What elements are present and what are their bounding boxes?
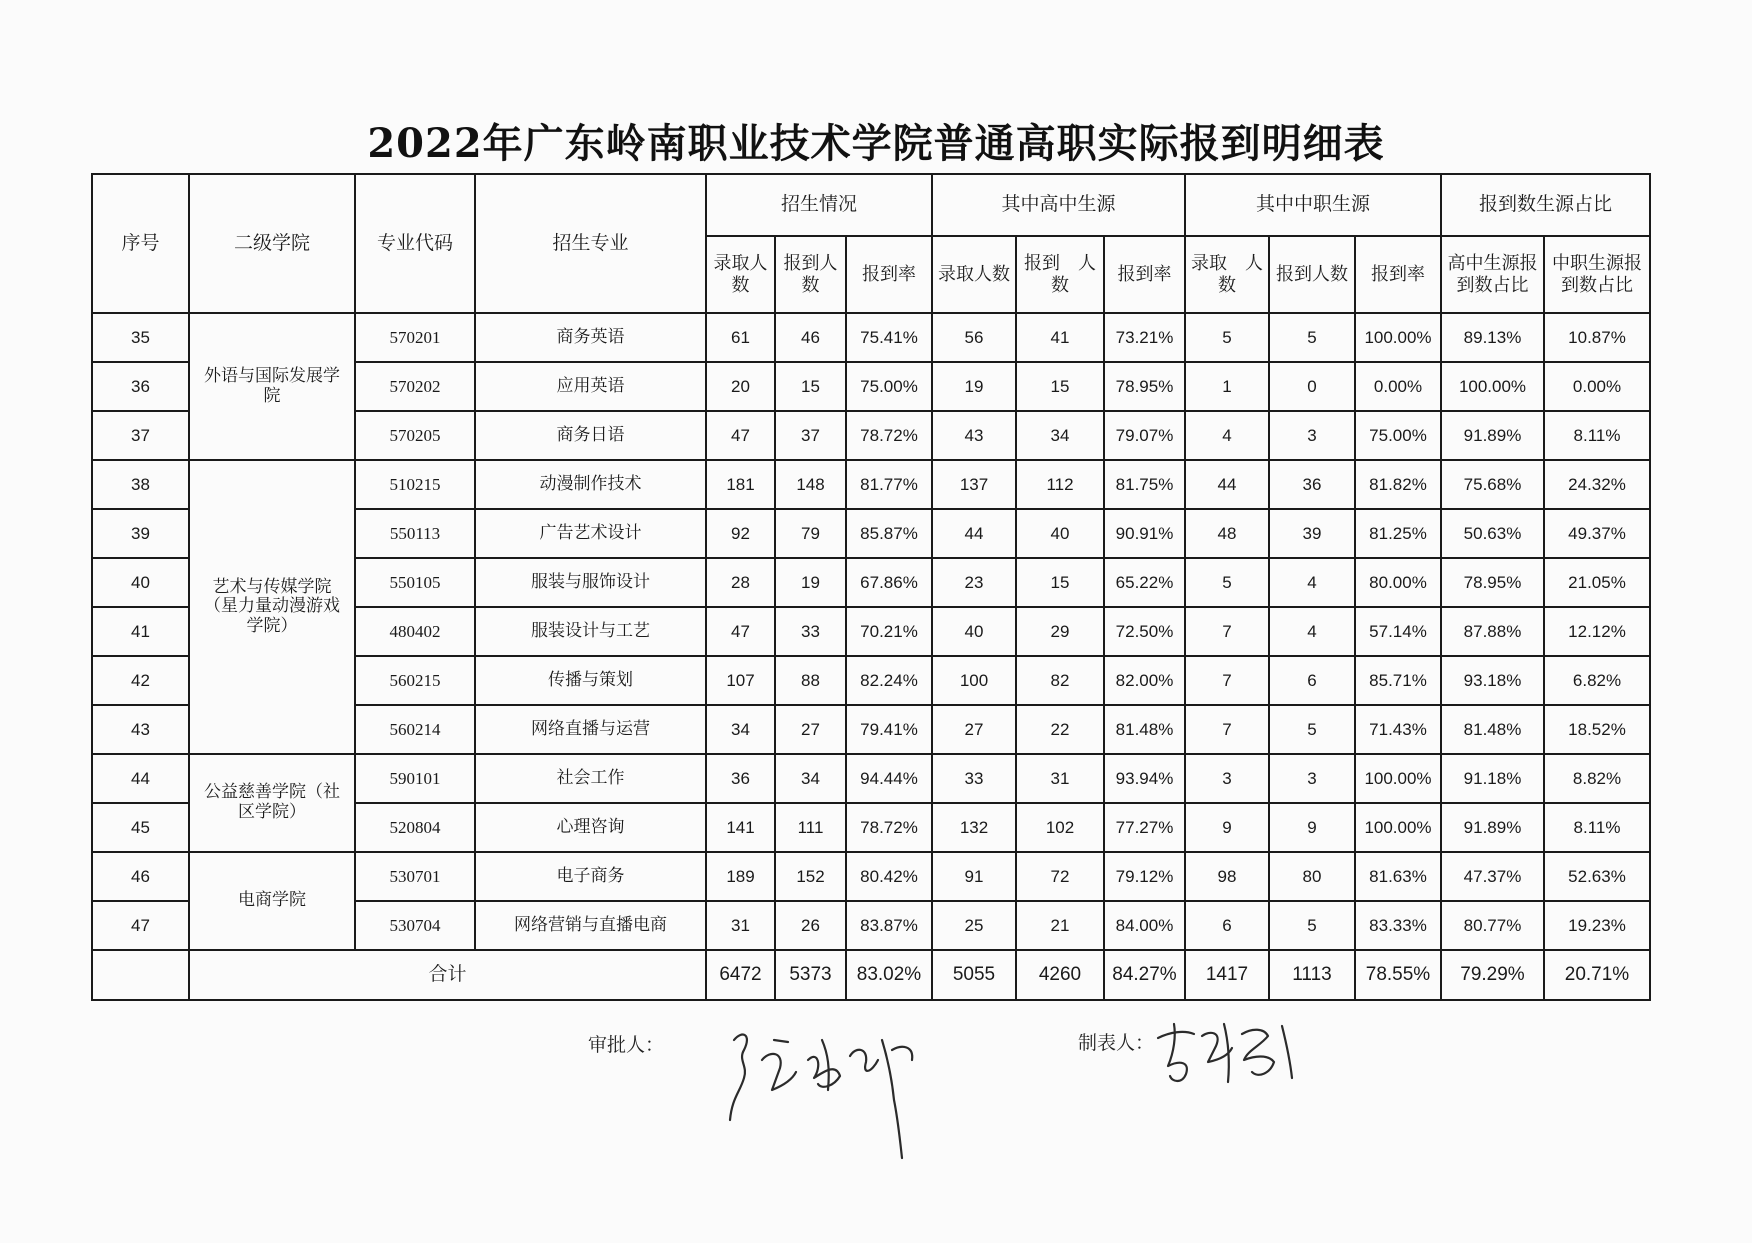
header-v-admit: 录取 人数 xyxy=(1185,236,1269,313)
cell-h-report: 112 xyxy=(1016,460,1104,509)
cell-r-high: 81.48% xyxy=(1441,705,1544,754)
cell-code: 570205 xyxy=(355,411,475,460)
cell-r-high: 89.13% xyxy=(1441,313,1544,362)
cell-h-report: 102 xyxy=(1016,803,1104,852)
cell-r-voc: 8.11% xyxy=(1544,803,1650,852)
cell-major: 广告艺术设计 xyxy=(475,509,706,558)
cell-v-rate: 75.00% xyxy=(1355,411,1441,460)
cell-college: 公益慈善学院（社区学院） xyxy=(189,754,355,852)
cell-e-report: 33 xyxy=(775,607,846,656)
cell-v-admit: 5 xyxy=(1185,558,1269,607)
total-e-report: 5373 xyxy=(775,950,846,1000)
cell-h-rate: 73.21% xyxy=(1104,313,1185,362)
header-v-report: 报到人数 xyxy=(1269,236,1355,313)
cell-v-report: 5 xyxy=(1269,901,1355,950)
cell-major: 电子商务 xyxy=(475,852,706,901)
cell-h-rate: 93.94% xyxy=(1104,754,1185,803)
cell-r-high: 93.18% xyxy=(1441,656,1544,705)
total-v-report: 1113 xyxy=(1269,950,1355,1000)
cell-major: 应用英语 xyxy=(475,362,706,411)
cell-v-rate: 81.25% xyxy=(1355,509,1441,558)
cell-seq: 35 xyxy=(92,313,189,362)
cell-e-rate: 75.00% xyxy=(846,362,932,411)
cell-h-admit: 40 xyxy=(932,607,1016,656)
cell-v-admit: 7 xyxy=(1185,607,1269,656)
cell-e-rate: 81.77% xyxy=(846,460,932,509)
cell-code: 550113 xyxy=(355,509,475,558)
cell-v-rate: 81.63% xyxy=(1355,852,1441,901)
cell-v-rate: 100.00% xyxy=(1355,803,1441,852)
cell-r-voc: 0.00% xyxy=(1544,362,1650,411)
cell-h-admit: 100 xyxy=(932,656,1016,705)
cell-seq: 36 xyxy=(92,362,189,411)
cell-seq: 43 xyxy=(92,705,189,754)
cell-major: 网络营销与直播电商 xyxy=(475,901,706,950)
total-e-admit: 6472 xyxy=(706,950,775,1000)
header-group-ratio: 报到数生源占比 xyxy=(1441,174,1650,236)
cell-e-admit: 28 xyxy=(706,558,775,607)
cell-v-admit: 6 xyxy=(1185,901,1269,950)
cell-r-voc: 10.87% xyxy=(1544,313,1650,362)
cell-code: 510215 xyxy=(355,460,475,509)
cell-seq: 41 xyxy=(92,607,189,656)
cell-h-rate: 65.22% xyxy=(1104,558,1185,607)
cell-code: 530704 xyxy=(355,901,475,950)
cell-e-report: 111 xyxy=(775,803,846,852)
cell-h-rate: 84.00% xyxy=(1104,901,1185,950)
cell-r-high: 100.00% xyxy=(1441,362,1544,411)
cell-e-admit: 34 xyxy=(706,705,775,754)
cell-h-report: 31 xyxy=(1016,754,1104,803)
cell-v-rate: 57.14% xyxy=(1355,607,1441,656)
cell-e-admit: 181 xyxy=(706,460,775,509)
cell-v-report: 4 xyxy=(1269,558,1355,607)
cell-r-high: 47.37% xyxy=(1441,852,1544,901)
cell-college: 电商学院 xyxy=(189,852,355,950)
cell-e-rate: 82.24% xyxy=(846,656,932,705)
cell-code: 570202 xyxy=(355,362,475,411)
cell-seq: 39 xyxy=(92,509,189,558)
cell-h-report: 82 xyxy=(1016,656,1104,705)
cell-e-rate: 70.21% xyxy=(846,607,932,656)
cell-e-admit: 36 xyxy=(706,754,775,803)
header-h-rate: 报到率 xyxy=(1104,236,1185,313)
header-h-report: 报到 人数 xyxy=(1016,236,1104,313)
cell-code: 520804 xyxy=(355,803,475,852)
cell-seq: 38 xyxy=(92,460,189,509)
cell-h-report: 15 xyxy=(1016,362,1104,411)
cell-h-report: 15 xyxy=(1016,558,1104,607)
cell-e-report: 34 xyxy=(775,754,846,803)
cell-h-rate: 82.00% xyxy=(1104,656,1185,705)
cell-r-voc: 6.82% xyxy=(1544,656,1650,705)
cell-h-rate: 79.07% xyxy=(1104,411,1185,460)
cell-seq: 45 xyxy=(92,803,189,852)
cell-v-rate: 85.71% xyxy=(1355,656,1441,705)
cell-seq: 44 xyxy=(92,754,189,803)
cell-h-admit: 44 xyxy=(932,509,1016,558)
cell-e-report: 27 xyxy=(775,705,846,754)
cell-e-admit: 47 xyxy=(706,411,775,460)
cell-h-admit: 27 xyxy=(932,705,1016,754)
cell-v-report: 5 xyxy=(1269,313,1355,362)
cell-e-report: 46 xyxy=(775,313,846,362)
cell-e-admit: 92 xyxy=(706,509,775,558)
total-h-report: 4260 xyxy=(1016,950,1104,1000)
cell-v-admit: 7 xyxy=(1185,656,1269,705)
approver-label: 审批人： xyxy=(588,1034,665,1056)
cell-code: 530701 xyxy=(355,852,475,901)
cell-e-report: 37 xyxy=(775,411,846,460)
total-r-high: 79.29% xyxy=(1441,950,1544,1000)
total-blank-cell xyxy=(92,950,189,1000)
cell-h-report: 22 xyxy=(1016,705,1104,754)
cell-v-admit: 4 xyxy=(1185,411,1269,460)
cell-v-report: 5 xyxy=(1269,705,1355,754)
cell-v-admit: 44 xyxy=(1185,460,1269,509)
total-label: 合计 xyxy=(189,950,706,1000)
cell-seq: 40 xyxy=(92,558,189,607)
total-e-rate: 83.02% xyxy=(846,950,932,1000)
cell-r-voc: 21.05% xyxy=(1544,558,1650,607)
document-title: 2022年广东岭南职业技术学院普通高职实际报到明细表 xyxy=(367,120,1385,167)
cell-r-voc: 8.11% xyxy=(1544,411,1650,460)
cell-e-admit: 141 xyxy=(706,803,775,852)
preparer-signature xyxy=(1150,1016,1305,1096)
cell-h-report: 40 xyxy=(1016,509,1104,558)
cell-v-admit: 98 xyxy=(1185,852,1269,901)
cell-h-admit: 43 xyxy=(932,411,1016,460)
cell-v-report: 3 xyxy=(1269,411,1355,460)
cell-v-report: 80 xyxy=(1269,852,1355,901)
cell-r-high: 91.18% xyxy=(1441,754,1544,803)
cell-h-rate: 81.75% xyxy=(1104,460,1185,509)
header-college: 二级学院 xyxy=(189,174,355,313)
cell-e-admit: 107 xyxy=(706,656,775,705)
cell-h-admit: 25 xyxy=(932,901,1016,950)
cell-h-report: 21 xyxy=(1016,901,1104,950)
table-row xyxy=(92,313,1650,362)
cell-college: 艺术与传媒学院（星力量动漫游戏学院） xyxy=(189,460,355,754)
cell-v-admit: 7 xyxy=(1185,705,1269,754)
cell-v-report: 9 xyxy=(1269,803,1355,852)
header-e-report: 报到人数 xyxy=(775,236,846,313)
cell-h-rate: 72.50% xyxy=(1104,607,1185,656)
cell-r-high: 78.95% xyxy=(1441,558,1544,607)
cell-h-rate: 79.12% xyxy=(1104,852,1185,901)
header-major: 招生专业 xyxy=(475,174,706,313)
cell-v-report: 39 xyxy=(1269,509,1355,558)
cell-v-report: 6 xyxy=(1269,656,1355,705)
cell-h-report: 34 xyxy=(1016,411,1104,460)
cell-v-rate: 100.00% xyxy=(1355,754,1441,803)
cell-e-report: 15 xyxy=(775,362,846,411)
cell-v-admit: 3 xyxy=(1185,754,1269,803)
cell-seq: 42 xyxy=(92,656,189,705)
header-group-enroll: 招生情况 xyxy=(706,174,932,236)
cell-h-admit: 56 xyxy=(932,313,1016,362)
total-h-admit: 5055 xyxy=(932,950,1016,1000)
cell-major: 社会工作 xyxy=(475,754,706,803)
cell-v-admit: 48 xyxy=(1185,509,1269,558)
cell-e-rate: 67.86% xyxy=(846,558,932,607)
cell-seq: 37 xyxy=(92,411,189,460)
cell-h-admit: 23 xyxy=(932,558,1016,607)
cell-h-report: 41 xyxy=(1016,313,1104,362)
cell-seq: 46 xyxy=(92,852,189,901)
table-row xyxy=(92,460,1650,509)
cell-h-admit: 91 xyxy=(932,852,1016,901)
cell-r-high: 80.77% xyxy=(1441,901,1544,950)
cell-h-report: 29 xyxy=(1016,607,1104,656)
cell-r-voc: 19.23% xyxy=(1544,901,1650,950)
cell-e-report: 26 xyxy=(775,901,846,950)
cell-code: 480402 xyxy=(355,607,475,656)
header-r-high: 高中生源报到数占比 xyxy=(1441,236,1544,313)
cell-e-report: 148 xyxy=(775,460,846,509)
cell-e-rate: 80.42% xyxy=(846,852,932,901)
enrollment-report-table xyxy=(91,173,1651,1001)
cell-major: 动漫制作技术 xyxy=(475,460,706,509)
cell-h-admit: 19 xyxy=(932,362,1016,411)
cell-h-rate: 78.95% xyxy=(1104,362,1185,411)
table-row xyxy=(92,852,1650,901)
preparer-label: 制表人： xyxy=(1078,1032,1155,1054)
cell-r-voc: 12.12% xyxy=(1544,607,1650,656)
cell-v-rate: 0.00% xyxy=(1355,362,1441,411)
cell-r-high: 91.89% xyxy=(1441,803,1544,852)
header-e-admit: 录取人数 xyxy=(706,236,775,313)
cell-v-admit: 1 xyxy=(1185,362,1269,411)
header-v-rate: 报到率 xyxy=(1355,236,1441,313)
cell-e-rate: 85.87% xyxy=(846,509,932,558)
cell-major: 商务日语 xyxy=(475,411,706,460)
total-v-admit: 1417 xyxy=(1185,950,1269,1000)
cell-e-admit: 189 xyxy=(706,852,775,901)
cell-r-high: 87.88% xyxy=(1441,607,1544,656)
cell-major: 网络直播与运营 xyxy=(475,705,706,754)
cell-college: 外语与国际发展学院 xyxy=(189,313,355,460)
cell-e-rate: 78.72% xyxy=(846,803,932,852)
header-e-rate: 报到率 xyxy=(846,236,932,313)
cell-major: 服装与服饰设计 xyxy=(475,558,706,607)
cell-r-high: 75.68% xyxy=(1441,460,1544,509)
cell-r-high: 91.89% xyxy=(1441,411,1544,460)
cell-v-rate: 100.00% xyxy=(1355,313,1441,362)
cell-v-admit: 9 xyxy=(1185,803,1269,852)
cell-v-rate: 81.82% xyxy=(1355,460,1441,509)
cell-e-admit: 31 xyxy=(706,901,775,950)
cell-major: 心理咨询 xyxy=(475,803,706,852)
cell-r-voc: 18.52% xyxy=(1544,705,1650,754)
total-row xyxy=(92,950,1650,1000)
cell-h-admit: 132 xyxy=(932,803,1016,852)
cell-v-rate: 83.33% xyxy=(1355,901,1441,950)
cell-h-rate: 81.48% xyxy=(1104,705,1185,754)
cell-major: 服装设计与工艺 xyxy=(475,607,706,656)
cell-v-admit: 5 xyxy=(1185,313,1269,362)
cell-seq: 47 xyxy=(92,901,189,950)
cell-r-voc: 52.63% xyxy=(1544,852,1650,901)
cell-r-voc: 24.32% xyxy=(1544,460,1650,509)
cell-e-rate: 83.87% xyxy=(846,901,932,950)
cell-r-voc: 8.82% xyxy=(1544,754,1650,803)
header-seq: 序号 xyxy=(92,174,189,313)
cell-v-rate: 80.00% xyxy=(1355,558,1441,607)
total-h-rate: 84.27% xyxy=(1104,950,1185,1000)
header-row-groups xyxy=(92,174,1650,236)
cell-h-rate: 90.91% xyxy=(1104,509,1185,558)
cell-e-admit: 20 xyxy=(706,362,775,411)
header-r-voc: 中职生源报到数占比 xyxy=(1544,236,1650,313)
cell-major: 传播与策划 xyxy=(475,656,706,705)
cell-e-report: 88 xyxy=(775,656,846,705)
header-group-high: 其中高中生源 xyxy=(932,174,1185,236)
cell-code: 590101 xyxy=(355,754,475,803)
cell-v-report: 36 xyxy=(1269,460,1355,509)
cell-h-admit: 33 xyxy=(932,754,1016,803)
cell-code: 550105 xyxy=(355,558,475,607)
cell-e-rate: 94.44% xyxy=(846,754,932,803)
cell-e-rate: 75.41% xyxy=(846,313,932,362)
cell-r-voc: 49.37% xyxy=(1544,509,1650,558)
cell-h-report: 72 xyxy=(1016,852,1104,901)
header-group-vocational: 其中中职生源 xyxy=(1185,174,1441,236)
cell-code: 560215 xyxy=(355,656,475,705)
approver-signature xyxy=(722,1020,937,1170)
cell-e-report: 19 xyxy=(775,558,846,607)
cell-e-rate: 79.41% xyxy=(846,705,932,754)
cell-e-rate: 78.72% xyxy=(846,411,932,460)
cell-v-report: 3 xyxy=(1269,754,1355,803)
total-r-voc: 20.71% xyxy=(1544,950,1650,1000)
cell-e-report: 79 xyxy=(775,509,846,558)
header-h-admit: 录取人数 xyxy=(932,236,1016,313)
cell-e-admit: 47 xyxy=(706,607,775,656)
cell-h-admit: 137 xyxy=(932,460,1016,509)
cell-v-report: 4 xyxy=(1269,607,1355,656)
cell-e-admit: 61 xyxy=(706,313,775,362)
cell-code: 570201 xyxy=(355,313,475,362)
cell-r-high: 50.63% xyxy=(1441,509,1544,558)
header-code: 专业代码 xyxy=(355,174,475,313)
cell-code: 560214 xyxy=(355,705,475,754)
cell-h-rate: 77.27% xyxy=(1104,803,1185,852)
cell-e-report: 152 xyxy=(775,852,846,901)
cell-major: 商务英语 xyxy=(475,313,706,362)
total-v-rate: 78.55% xyxy=(1355,950,1441,1000)
cell-v-report: 0 xyxy=(1269,362,1355,411)
table-row xyxy=(92,754,1650,803)
cell-v-rate: 71.43% xyxy=(1355,705,1441,754)
